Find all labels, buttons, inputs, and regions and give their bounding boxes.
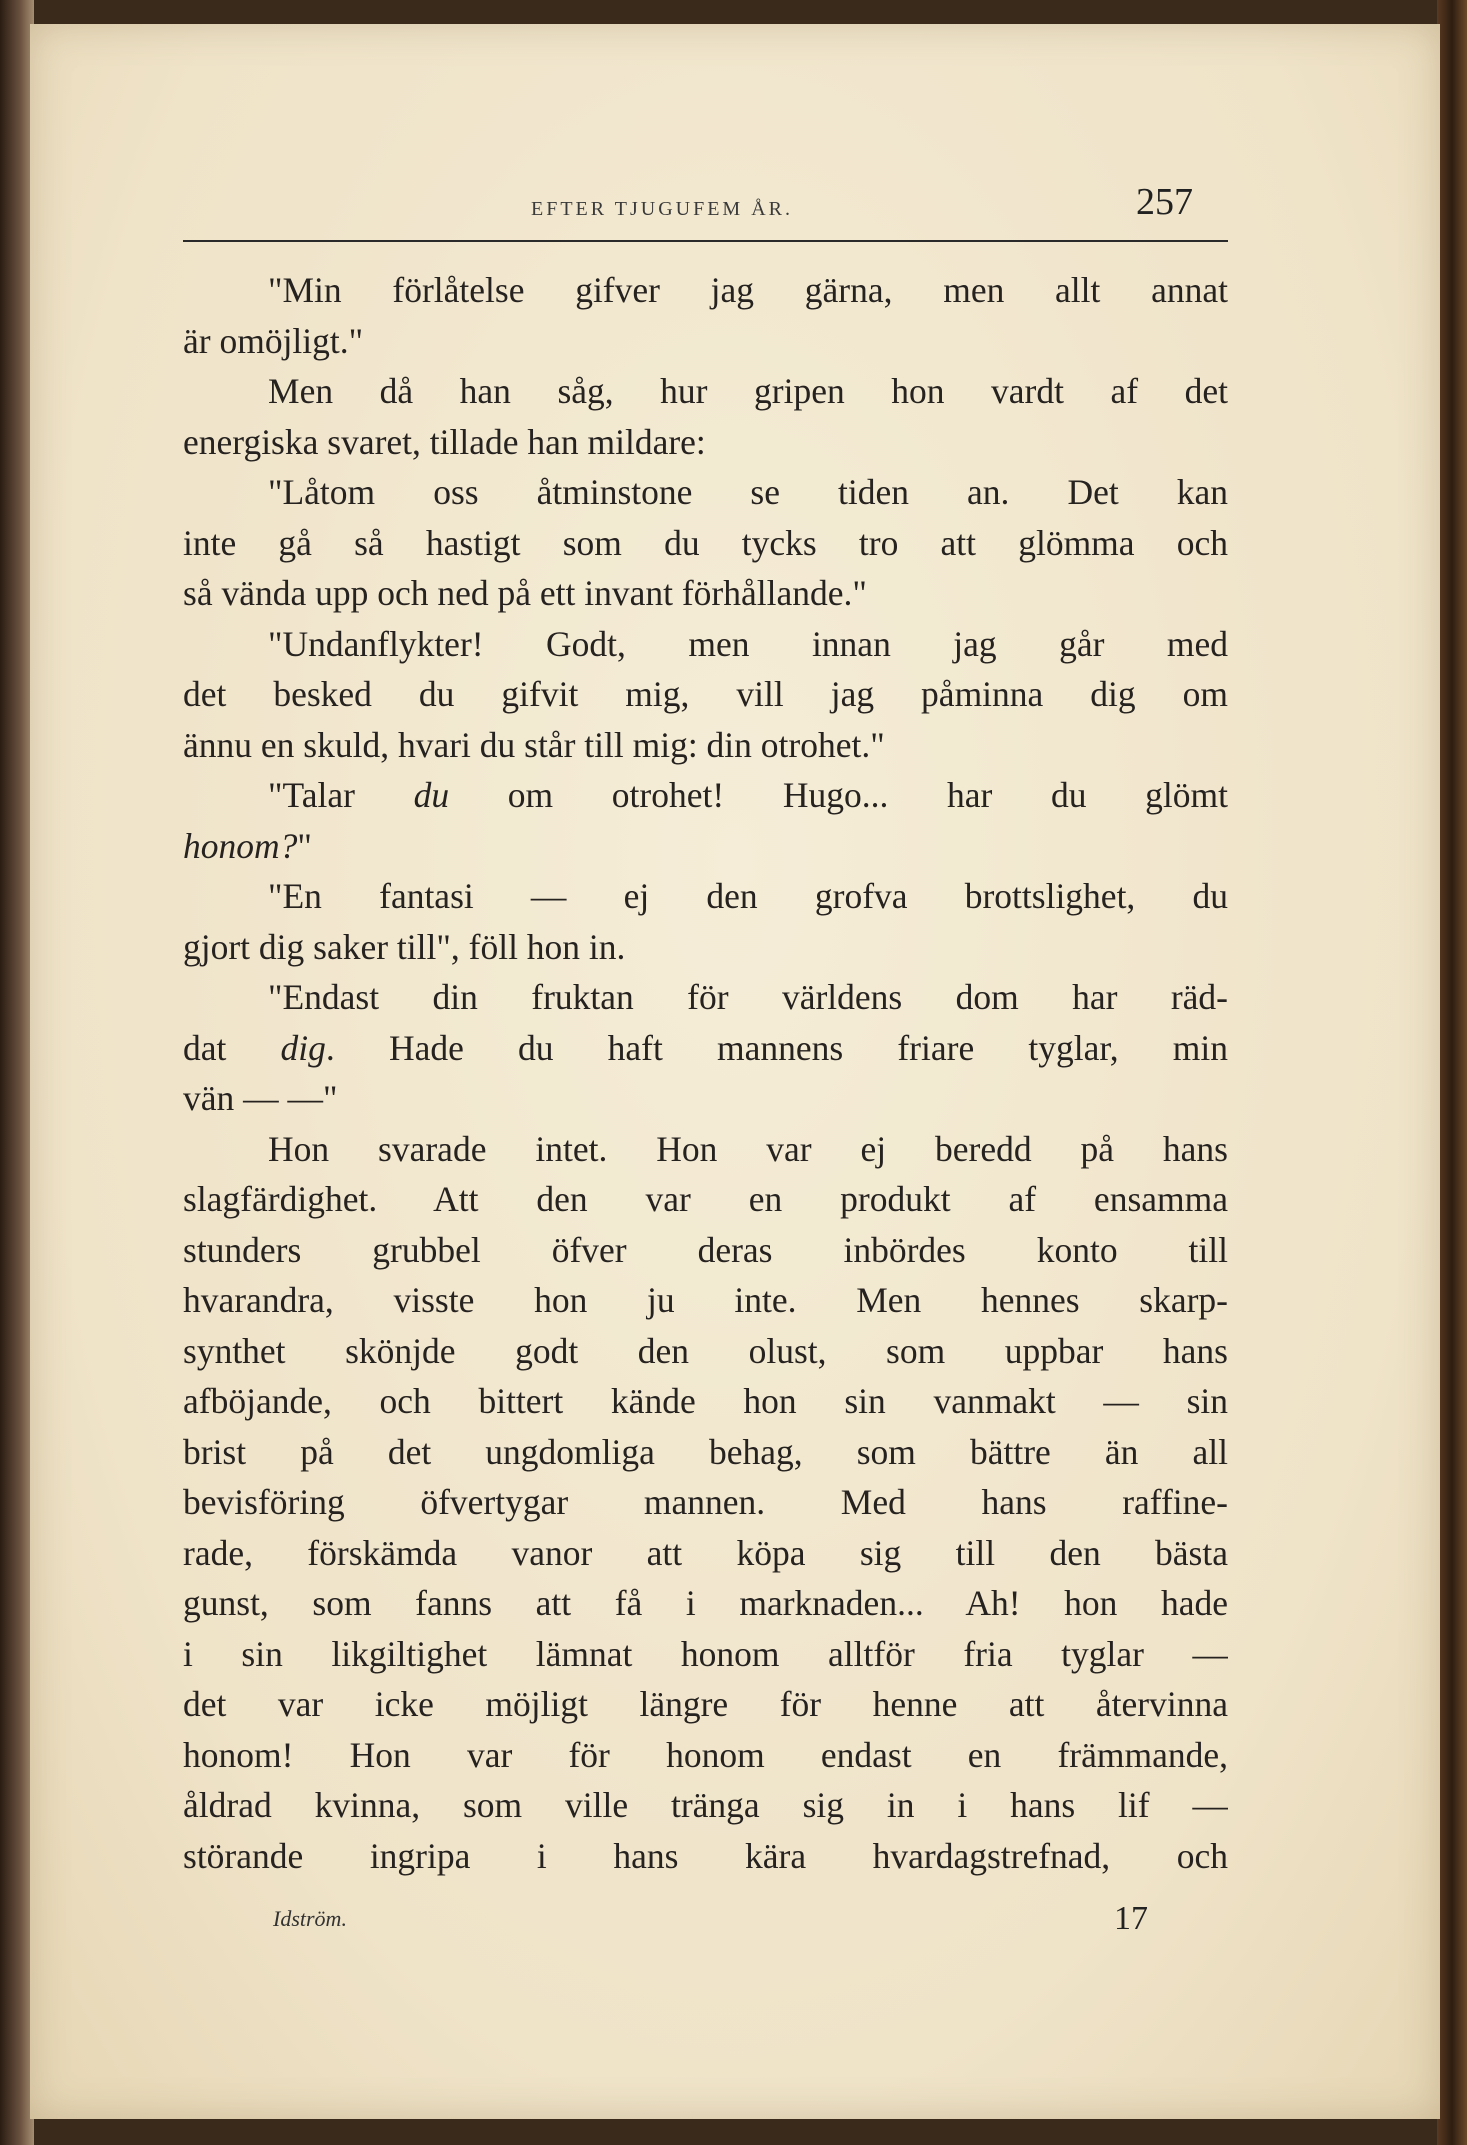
text-line: afböjande, och bittert kände hon sin vanmakt — sin <box>183 1381 1228 1421</box>
text-line: så vända upp och ned på ett invant förhållande." <box>183 573 867 613</box>
running-title: EFTER TJUGUFEM ÅR. <box>531 198 793 220</box>
text-line: energiska svaret, tillade han mildare: <box>183 421 706 462</box>
text-line: honom?" <box>183 825 312 866</box>
text-line: gjort dig saker till", föll hon in. <box>183 926 626 967</box>
text-line: är omöjligt." <box>183 320 364 361</box>
text-line: Men då han såg, hur gripen hon vardt af det <box>268 371 1228 411</box>
text-line: "Min förlåtelse gifver jag gärna, men allt annat <box>268 270 1228 310</box>
page-footer <box>183 1900 1228 1950</box>
printer-signature: Idström. <box>273 1906 347 1931</box>
text-line: det var icke möjligt längre för henne att återvinna <box>183 1684 1228 1724</box>
text-line: honom! Hon var för honom endast en främmande, <box>183 1734 1228 1775</box>
text-line: i sin likgiltighet lämnat honom alltför fria tyglar — <box>183 1633 1228 1674</box>
text-line: Hon svarade intet. Hon var ej beredd på hans <box>268 1128 1228 1169</box>
text-line: gunst, som fanns att få i marknaden... Ah! hon hade <box>183 1583 1228 1623</box>
italic-word: dig <box>280 1027 326 1068</box>
text-line: bevisföring öfvertygar mannen. Med hans raffine- <box>183 1482 1228 1522</box>
text-line: inte gå så hastigt som du tycks tro att glömma och <box>183 522 1228 563</box>
text-line: dat dig. Hade du haft mannens friare tyglar, min <box>183 1027 1228 1068</box>
page-number: 257 <box>1136 181 1193 223</box>
book-binding-left <box>0 0 34 2145</box>
text-line: "Låtom oss åtminstone se tiden an. Det kan <box>268 472 1228 512</box>
text-line: "Talar du om otrohet! Hugo... har du glömt <box>268 775 1228 815</box>
text-line: det besked du gifvit mig, vill jag påminna dig om <box>183 674 1228 714</box>
sheet-number: 17 <box>1114 1900 1148 1937</box>
italic-word: du <box>413 775 450 815</box>
text-line: slagfärdighet. Att den var en produkt af ensamma <box>183 1179 1228 1219</box>
text-line: åldrad kvinna, som ville tränga sig in i hans lif — <box>183 1785 1228 1825</box>
book-cover-edge-right <box>1437 0 1467 2145</box>
text-line: "Endast din fruktan för världens dom har räd- <box>268 977 1228 1017</box>
text-line: brist på det ungdomliga behag, som bättre än all <box>183 1431 1228 1472</box>
text-line: vän — —" <box>183 1078 338 1118</box>
text-line: synthet skönjde godt den olust, som uppbar hans <box>183 1330 1228 1371</box>
text-line: "Undanflykter! Godt, men innan jag går med <box>268 623 1228 664</box>
text-line: rade, förskämda vanor att köpa sig till den bästa <box>183 1532 1228 1573</box>
body-text <box>183 265 1228 1881</box>
italic-word: honom? <box>183 825 298 866</box>
text-line: hvarandra, visste hon ju inte. Men hennes skarp- <box>183 1280 1228 1320</box>
text-line: "En fantasi — ej den grofva brottslighet, du <box>268 876 1228 916</box>
text-line: ännu en skuld, hvari du står till mig: din otrohet." <box>183 724 885 765</box>
text-line: stunders grubbel öfver deras inbördes konto till <box>183 1229 1228 1270</box>
text-line: störande ingripa i hans kära hvardagstrefnad, och <box>183 1835 1228 1876</box>
page-header <box>183 180 1228 242</box>
